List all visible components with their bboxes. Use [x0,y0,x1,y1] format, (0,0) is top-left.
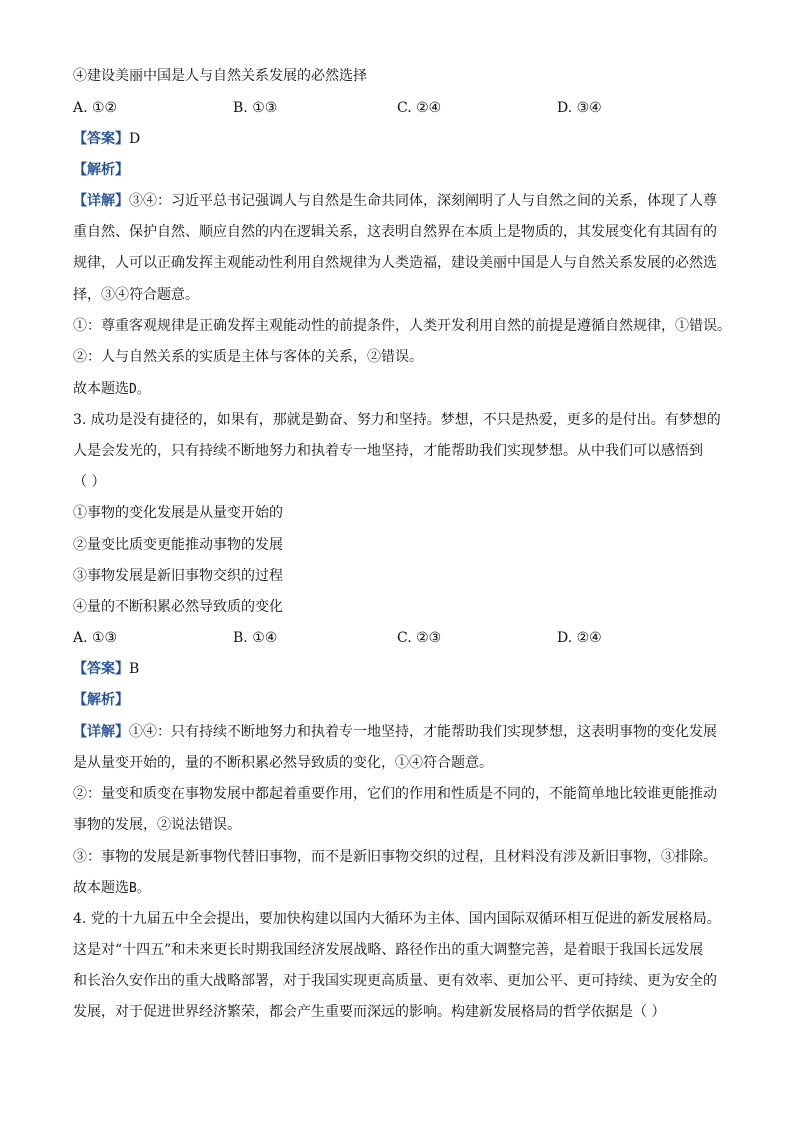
q2-detail-line: 重自然、保护自然、顺应自然的内在逻辑关系，这表明自然界在本质上是物质的，其发展变化有其固有的 [73,224,717,240]
q3-stem-line: 3. 成功是没有捷径的，如果有，那就是勤奋、努力和坚持。梦想，不只是热爱，更多的是付出。有梦想的 [73,412,721,428]
conclusion-prefix: 故本题选 [73,381,129,397]
detail-text: ③④：习近平总书记强调人与自然是生命共同体，深刻阐明了人与自然之间的关系，体现了人尊 [129,193,717,209]
conclusion-letter: D。 [129,382,150,397]
q2-conclusion [73,379,733,400]
answer-value: D [129,131,141,147]
detail-text: ①④：只有持续不断地努力和执着专一地坚持，才能帮助我们实现梦想，这表明事物的变化发展 [129,724,717,740]
q2-detail-line: 规律，人可以正确发挥主观能动性利用自然规律为人类造福，建设美丽中国是人与自然关系发展的必然选 [73,255,717,271]
q3-stem-line: （ ） [73,474,106,490]
q3-conclusion [73,878,733,899]
q3-stem-line: 人是会发光的，只有持续不断地努力和执着专一地坚持，才能帮助我们实现梦想。从中我们可以感悟到 [73,443,703,459]
q2-statement-4: ④建设美丽中国是人与自然关系发展的必然选择 [73,68,367,84]
q2-note-2: ②：人与自然关系的实质是主体与客体的关系，②错误。 [73,349,423,365]
q3-detail-line [73,722,733,742]
q2-option-a: A. ①② [73,100,118,116]
q3-statement: ①事物的变化发展是从量变开始的 [73,505,283,521]
q2-option-b: B. ①③ [233,100,278,116]
q4-stem-line: 发展，对于促进世界经济繁荣，都会产生重要而深远的影响。构建新发展格局的哲学依据是（ ） [73,1004,666,1020]
q3-option-b: B. ①④ [233,630,278,646]
q3-option-d: D. ②④ [557,630,602,646]
q2-detail-line: 择，③④符合题意。 [73,287,199,303]
q4-stem-line: 和长治久安作出的重大战略部署，对于我国实现更高质量、更有效率、更加公平、更可持续、更为安全的 [73,973,717,989]
q3-option-a: A. ①③ [73,630,118,646]
q3-statement: ③事物发展是新旧事物交织的过程 [73,568,283,584]
q3-detail-line: 是从量变开始的，量的不断积累必然导致质的变化，①④符合题意。 [73,755,493,771]
answer-tag: 【答案】 [73,661,129,677]
conclusion-letter: B。 [129,881,150,896]
q2-answer [73,129,733,149]
answer-tag: 【答案】 [73,131,129,147]
q2-detail-line [73,191,733,211]
q4-stem-line: 这是对“十四五”和未来更长时期我国经济发展战略、路径作出的重大调整完善，是着眼于我国长远发展 [73,942,704,958]
q4-stem-line: 4. 党的十九届五中全会提出，要加快构建以国内大循环为主体、国内国际双循环相互促进的新发展格局。 [73,911,721,927]
q3-statement: ②量变比质变更能推动事物的发展 [73,537,283,553]
q3-statement: ④量的不断积累必然导致质的变化 [73,599,283,615]
q3-analysis-heading: 【解析】 [73,692,129,708]
q3-note-2: 事物的发展，②说法错误。 [73,817,241,833]
answer-value: B [129,661,140,677]
detail-tag: 【详解】 [73,724,129,740]
conclusion-prefix: 故本题选 [73,880,129,896]
q3-answer [73,659,733,679]
detail-tag: 【详解】 [73,193,129,209]
q2-option-d: D. ③④ [557,100,602,116]
q2-note-1: ①：尊重客观规律是正确发挥主观能动性的前提条件，人类开发利用自然的前提是遵循自然规律，①错误。 [73,318,731,334]
q3-note-2: ②：量变和质变在事物发展中都起着重要作用，它们的作用和性质是不同的，不能简单地比较谁更能推动 [73,786,717,802]
q3-option-c: C. ②③ [397,630,442,646]
q2-option-c: C. ②④ [397,100,442,116]
q2-analysis-heading: 【解析】 [73,162,129,178]
q3-note-3: ③：事物的发展是新事物代替旧事物，而不是新旧事物交织的过程，且材料没有涉及新旧事物，③排除。 [73,849,717,865]
